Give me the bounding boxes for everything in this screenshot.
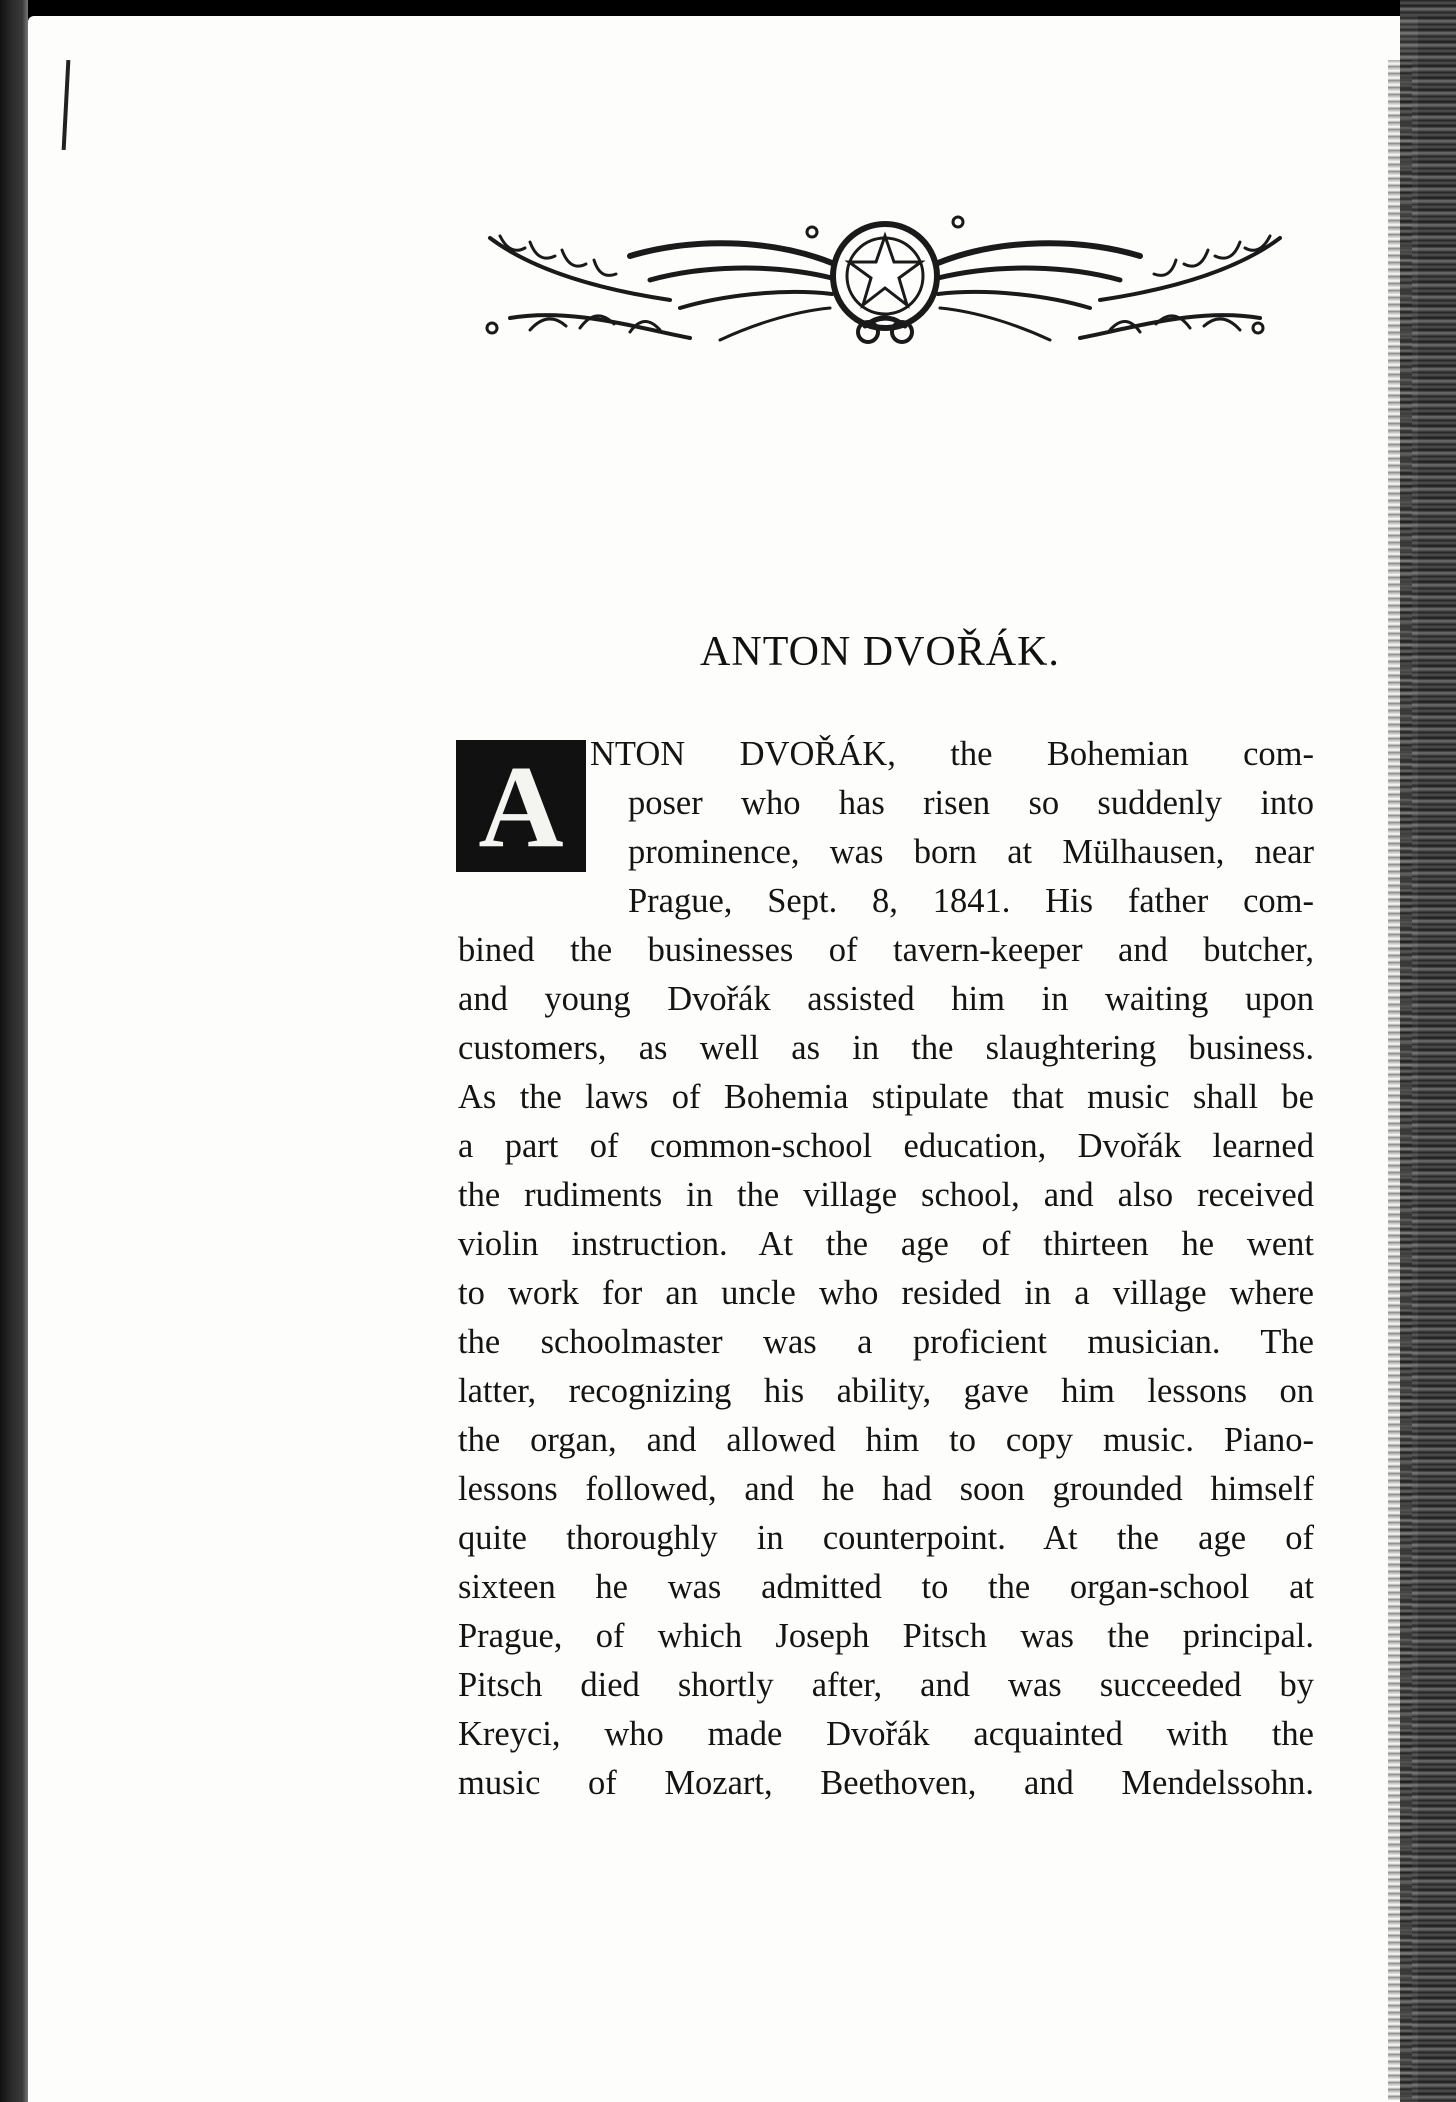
text-line: quite thoroughly in counterpoint. At the age of bbox=[458, 1519, 1314, 1557]
decorated-initial bbox=[456, 740, 586, 872]
chapter-title: ANTON DVOŘÁK. bbox=[700, 629, 1060, 675]
text-line: poser who has risen so suddenly into bbox=[628, 784, 1314, 822]
text-line: Kreyci, who made Dvořák acquainted with the bbox=[458, 1715, 1314, 1753]
text-line: Prague, Sept. 8, 1841. His father com- bbox=[628, 882, 1314, 920]
text-line: to work for an uncle who resided in a village where bbox=[458, 1274, 1314, 1312]
text-line: Pitsch died shortly after, and was succeeded by bbox=[458, 1666, 1314, 1704]
text-line: bined the businesses of tavern-keeper and butcher, bbox=[458, 931, 1314, 969]
text-line: a part of common-school education, Dvořák learned bbox=[458, 1127, 1314, 1165]
left-binding-edge bbox=[0, 0, 28, 2102]
text-line: NTON DVOŘÁK, the Bohemian com- bbox=[590, 735, 1314, 773]
text-line: As the laws of Bohemia stipulate that music shall be bbox=[458, 1078, 1314, 1116]
text-line: the schoolmaster was a proficient musician. The bbox=[458, 1323, 1314, 1361]
text-line: customers, as well as in the slaughtering business. bbox=[458, 1029, 1314, 1067]
text-line: the organ, and allowed him to copy music. Piano- bbox=[458, 1421, 1314, 1459]
right-page-shadow bbox=[1388, 60, 1412, 2100]
text-line: latter, recognizing his ability, gave him lessons on bbox=[458, 1372, 1314, 1410]
text-line: violin instruction. At the age of thirteen he went bbox=[458, 1225, 1314, 1263]
text-line: Prague, of which Joseph Pitsch was the principal. bbox=[458, 1617, 1314, 1655]
text-line: music of Mozart, Beethoven, and Mendelssohn. bbox=[458, 1764, 1314, 1802]
text-line: the rudiments in the village school, and also received bbox=[458, 1176, 1314, 1214]
text-line: lessons followed, and he had soon grounded himself bbox=[458, 1470, 1314, 1508]
initial-letter: A bbox=[478, 741, 564, 872]
text-line: and young Dvořák assisted him in waiting upon bbox=[458, 980, 1314, 1018]
text-line: sixteen he was admitted to the organ-school at bbox=[458, 1568, 1314, 1606]
text-line: prominence, was born at Mülhausen, near bbox=[628, 833, 1314, 871]
winged-wreath-ornament bbox=[470, 208, 1300, 358]
